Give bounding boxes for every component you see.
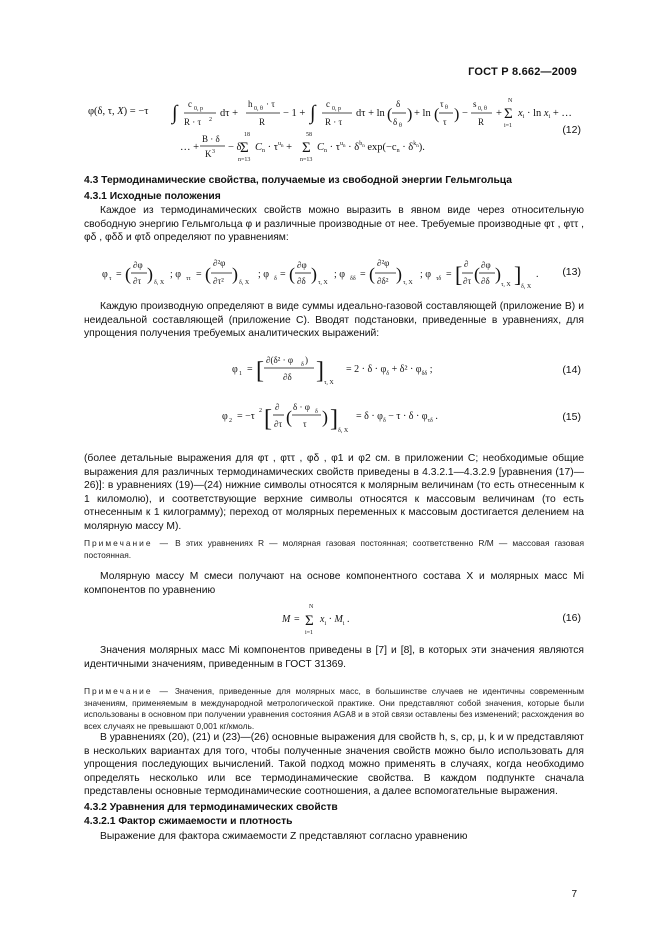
note-label: Примечание — [84, 686, 170, 696]
svg-text:τδ: τδ [436, 276, 442, 282]
equation-14 [230, 348, 470, 388]
svg-text:+: + [496, 108, 502, 119]
svg-text:−: − [462, 108, 468, 119]
svg-text:∂δ: ∂δ [481, 276, 490, 286]
svg-text:2: 2 [229, 418, 232, 424]
svg-text:τ: τ [303, 419, 307, 429]
svg-text:δ: δ [315, 409, 318, 415]
section-heading-4-3-2-1: 4.3.2.1 Фактор сжимаемости и плотность [84, 816, 293, 827]
svg-text:K: K [205, 149, 212, 159]
svg-text:∂τ: ∂τ [274, 419, 283, 429]
section-heading-4-3: 4.3 Термодинамические свойства, получаемые из свободной энергии Гельмгольца [84, 175, 512, 186]
svg-text:B · δ: B · δ [202, 134, 220, 144]
svg-text:i=1: i=1 [305, 630, 314, 636]
paragraph-molar-mass: Молярную массу M смеси получают на основе компонентного состава X и молярных масс Mi компонентов по уравнению [84, 571, 584, 596]
svg-text:; φ: ; φ [170, 269, 182, 280]
svg-text:(: ( [289, 264, 295, 284]
svg-text:Cn · τun +: $Cn \cdot \tau^un$ + [255, 141, 293, 154]
svg-text:]: ] [330, 406, 338, 432]
svg-text:… +: … + [180, 142, 200, 153]
paragraph-equation-variants: В уравнениях (20), (21) и (23)—(26) основные выражения для свойств h, s, cp, μ, k и w представляют в нескольких вариантах для того, чтобы полученные значения свойств можно было использовать для упрощения последующих вычислений. Такой подход можно применять в случаях, когда необходимо определять несколько или все термодинамические свойства. В каждом подпункте сначала представлены основные термодинамические соотношения, а далее вспомогательные выражения. [84, 732, 584, 798]
svg-text:Σ: Σ [305, 613, 314, 629]
svg-text:δ, X: δ, X [239, 280, 250, 286]
svg-text:+ ln: + ln [414, 108, 431, 119]
svg-text:): ) [454, 106, 460, 123]
svg-text:τ: τ [109, 276, 112, 282]
equation-12 [84, 92, 584, 162]
svg-text:N: N [309, 604, 314, 610]
svg-text:3: 3 [212, 149, 215, 155]
svg-text:θ: θ [445, 105, 448, 111]
svg-text:∂φ: ∂φ [481, 260, 491, 270]
svg-text:φ(δ, τ, X) = −τ: φ(δ, τ, X) = −τ [88, 106, 149, 117]
svg-text:Σ: Σ [302, 140, 311, 156]
svg-text:(: ( [387, 106, 393, 123]
svg-text:=: = [446, 269, 452, 280]
svg-text:δδ: δδ [350, 276, 356, 282]
svg-text:∂δ: ∂δ [297, 276, 306, 286]
svg-text:(: ( [369, 264, 375, 284]
svg-text:R · τ: R · τ [325, 117, 343, 127]
svg-text:∫: ∫ [172, 102, 178, 124]
svg-text:=: = [247, 364, 253, 375]
svg-text:φ: φ [222, 411, 228, 422]
svg-text:R: R [259, 117, 266, 127]
svg-text:xi · Mi .: $x_i \cdot M_i$ . [320, 614, 350, 627]
svg-text:∂δ²: ∂δ² [377, 276, 389, 286]
svg-text:δ: δ [301, 362, 304, 368]
svg-text:∂τ: ∂τ [463, 276, 472, 286]
svg-text:h: h [248, 99, 253, 109]
equation-15 [220, 395, 480, 437]
svg-text:0, p: 0, p [194, 106, 203, 112]
svg-text:): ) [322, 407, 328, 427]
svg-text:): ) [311, 264, 317, 284]
svg-text:=: = [294, 614, 300, 625]
svg-text:[: [ [256, 358, 264, 384]
paragraph-substitutions: Каждую производную определяют в виде суммы идеально-газовой составляющей (приложение В) и неидеальной составляющей (приложение С). Вводят подстановки, приведенные в уравнениях, для упрощения получения требуемых аналитических выражений: [84, 301, 584, 340]
svg-text:= −τ: = −τ [237, 411, 255, 422]
svg-text:2: 2 [209, 117, 212, 123]
svg-text:(: ( [125, 264, 131, 284]
equation-number-12: (12) [562, 124, 581, 136]
svg-text:M: M [282, 614, 291, 625]
svg-text:δ, X: δ, X [154, 280, 165, 286]
svg-text:Σ: Σ [504, 106, 513, 122]
svg-text:τ, X: τ, X [324, 380, 334, 386]
equation-number-15: (15) [562, 411, 581, 423]
svg-text:n=13: n=13 [300, 157, 313, 162]
svg-text:): ) [232, 264, 238, 284]
svg-text:θ: θ [399, 123, 402, 129]
note-gas-constant [84, 538, 584, 561]
svg-text:δ, X: δ, X [521, 284, 532, 290]
svg-text:[: [ [264, 406, 272, 432]
equation-13 [84, 250, 544, 296]
svg-text:=: = [280, 269, 286, 280]
svg-text:R · τ: R · τ [184, 117, 202, 127]
svg-text:τ, X: τ, X [403, 280, 413, 286]
svg-text:): ) [305, 355, 308, 365]
svg-text:0, θ: 0, θ [254, 106, 263, 112]
svg-text:.: . [536, 269, 539, 280]
svg-text:dτ + ln: dτ + ln [356, 108, 385, 119]
note-label: Примечание — [84, 538, 170, 548]
svg-text:N: N [508, 98, 513, 104]
svg-text:τ: τ [440, 99, 444, 109]
svg-text:− δ: − δ [228, 142, 242, 153]
svg-text:[: [ [455, 262, 463, 287]
note-text: В этих уравнениях R — молярная газовая постоянная; соответственно R/M — массовая газовая постоянная. [84, 538, 585, 560]
svg-text:): ) [495, 264, 501, 284]
svg-text:· τ: · τ [266, 99, 275, 109]
svg-text:∂: ∂ [275, 402, 280, 412]
svg-text:δ: δ [274, 276, 277, 282]
svg-text:c: c [188, 99, 192, 109]
svg-text:τ, X: τ, X [501, 282, 511, 288]
equation-number-13: (13) [562, 266, 581, 278]
svg-text:n=13: n=13 [238, 157, 251, 162]
svg-text:i=1: i=1 [504, 123, 513, 129]
svg-text:58: 58 [306, 132, 312, 138]
paragraph-derivatives-intro: Каждое из термодинамических свойств можно выразить в явном виде через относительную свободную энергию Гельмгольца φ и различные производные от нее. Требуемые производные φτ , φττ , φδ , φδδ и φτδ определяют по уравнениям: [84, 205, 584, 244]
page-number: 7 [571, 889, 577, 900]
svg-text:=: = [196, 269, 202, 280]
svg-text:∂τ²: ∂τ² [213, 276, 224, 286]
svg-text:xi · ln xi + …: xi · ln xi + … [518, 108, 572, 120]
svg-text:δ: δ [393, 117, 398, 127]
svg-text:∂: ∂ [464, 259, 469, 269]
svg-text:2: 2 [259, 408, 262, 414]
svg-text:]: ] [514, 262, 522, 287]
svg-text:∂δ: ∂δ [283, 372, 292, 382]
svg-text:φ: φ [102, 269, 108, 280]
svg-text:18: 18 [244, 132, 250, 138]
svg-text:∂(δ² · φ: ∂(δ² · φ [266, 355, 294, 365]
svg-text:∂²φ: ∂²φ [213, 258, 226, 268]
svg-text:): ) [147, 264, 153, 284]
svg-text:=: = [360, 269, 366, 280]
svg-text:0, θ: 0, θ [478, 106, 487, 112]
svg-text:(: ( [286, 407, 292, 427]
svg-text:Cn · τun · δbn exp(−cn · δkn).: $Cn \cdot \tau^un \cdot \delta^bn$ $\exp(-cn \cdot \delta^kn)$. [317, 141, 425, 154]
svg-text:R: R [478, 117, 485, 127]
svg-text:∂φ: ∂φ [297, 260, 307, 270]
svg-text:∫: ∫ [310, 102, 316, 124]
svg-text:): ) [396, 264, 402, 284]
section-heading-4-3-2: 4.3.2 Уравнения для термодинамических свойств [84, 802, 338, 813]
svg-text:; φ: ; φ [258, 269, 270, 280]
note-molar-mass-values [84, 686, 584, 732]
paragraph-molar-mass-values: Значения молярных масс Mi компонентов приведены в [7] и [8], в которых эти значения являются идентичными значениям, приведенным в ГОСТ 31369. [84, 645, 584, 670]
svg-text:δ, X: δ, X [338, 428, 349, 434]
paragraph-compressibility: Выражение для фактора сжимаемости Z представляют согласно уравнению [100, 831, 468, 842]
svg-text:δ · φ: δ · φ [293, 402, 310, 412]
svg-text:c: c [326, 99, 330, 109]
note-text: Значения, приведенные для молярных масс, в большинстве случаев не идентичны современным значениям, применяемым в международной метрологической практике. Они представляют собой значения, которые были использованы в основном при получении уравнения состояния AGA8 и в этой связи оставлены без изменений; расхождения во всех случаях не превышают 0,001 кг/кмоль. [84, 686, 585, 731]
svg-text:; φ: ; φ [334, 269, 346, 280]
svg-text:=: = [116, 269, 122, 280]
svg-text:τ, X: τ, X [318, 280, 328, 286]
section-heading-4-3-1: 4.3.1 Исходные положения [84, 191, 221, 202]
svg-text:∂τ: ∂τ [133, 276, 142, 286]
svg-text:dτ +: dτ + [220, 108, 239, 119]
svg-text:∂φ: ∂φ [133, 260, 143, 270]
svg-text:− 1 +: − 1 + [283, 108, 306, 119]
svg-text:= 2 · δ · φδ + δ² · φδδ ;: = $2 \cdot \delta \cdot \varphi_\delta + \delta^2 \cdot \varphi_{\delta\delta}$ ; [346, 364, 433, 377]
svg-text:0, p: 0, p [332, 106, 341, 112]
svg-text:Σ: Σ [240, 140, 249, 156]
equation-number-16: (16) [562, 612, 581, 624]
svg-text:(: ( [205, 264, 211, 284]
svg-text:(: ( [474, 264, 480, 284]
paragraph-detailed-expressions: (более детальные выражения для φτ , φττ , φδ , φ1 и φ2 см. в приложении С; необходимые общие выражения для различных термодинамических свойств приведены в 4.3.2.1—4.3.2.9 [уравнения (17)— 26)]: в уравнениях (19)—(24) нижние символы относятся к молярным величинам (то есть отнесенным к 1 киломолю), и соответствующие верхние символы относятся к массовым величинам (то есть отнесенным к 1 килограмму); переход от молярных переменных к массовым достигается делением на молярную массу M). [84, 453, 584, 532]
equation-number-14: (14) [562, 364, 581, 376]
svg-text:∂²φ: ∂²φ [377, 258, 390, 268]
svg-text:(: ( [434, 106, 440, 123]
svg-text:): ) [407, 106, 413, 123]
svg-text:]: ] [316, 358, 324, 384]
svg-text:= δ · φδ − τ · δ · φτδ .: = $\delta \cdot \varphi_\delta - \tau \cdot \delta \cdot \varphi_{\tau\delta}$ . [356, 411, 438, 424]
svg-text:τ: τ [443, 117, 447, 127]
document-header: ГОСТ Р 8.662—2009 [468, 66, 577, 78]
svg-text:; φ: ; φ [420, 269, 432, 280]
svg-text:1: 1 [239, 371, 242, 377]
svg-text:ττ: ττ [186, 276, 191, 282]
svg-text:s: s [473, 99, 477, 109]
svg-text:φ: φ [232, 364, 238, 375]
equation-16 [270, 600, 380, 640]
svg-text:δ: δ [396, 99, 401, 109]
